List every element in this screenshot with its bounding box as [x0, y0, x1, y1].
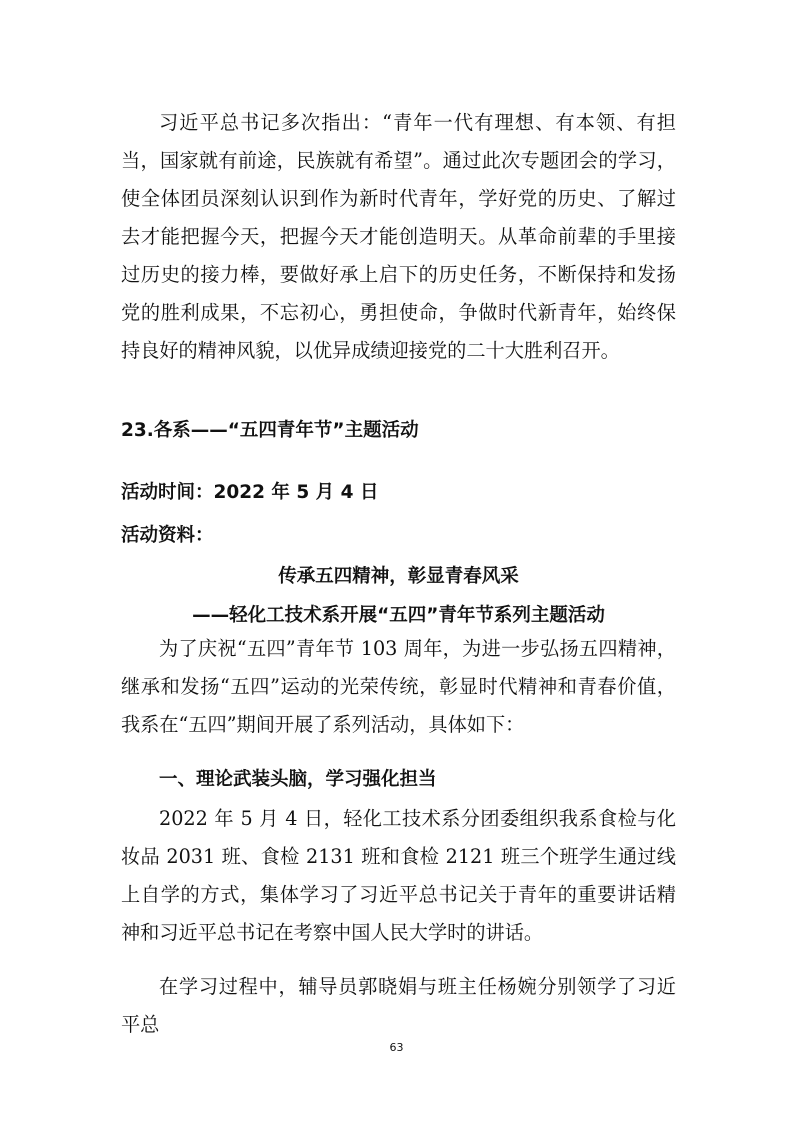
article-title: 传承五四精神，彰显青春风采 — [278, 566, 519, 587]
paragraph-purpose: 为了庆祝“五四”青年节 103 周年，为进一步弘扬五四精神，继承和发扬“五四”运动的光荣传统，彰显时代精神和青春价值，我系在“五四”期间开展了系列活动，具体如下： — [121, 637, 676, 736]
activity-time: 活动时间：2022 年 5 月 4 日 — [121, 482, 379, 503]
section-heading: 23.各系——“五四青年节”主题活动 — [121, 420, 419, 441]
paragraph-intro: 习近平总书记多次指出：“青年一代有理想、有本领、有担当，国家就有前途，民族就有希望”。通过此次专题团会的学习，使全体团员深刻认识到作为新时代青年，学好党的历史、了解过去才能把握今天，把握今天才能创造明天。从革命前辈的手里接过历史的接力棒，要做好承上启下的历史任务，不断保持和发扬党的胜利成果，不忘初心，勇担使命，争做时代新青年，始终保持良好的精神风貌，以优异成绩迎接党的二十大胜利召开。 — [121, 111, 676, 362]
subheading-theory: 一、理论武装头脑，学习强化担当 — [159, 769, 437, 790]
page-number: 63 — [389, 1041, 404, 1054]
article-subtitle: ——轻化工技术系开展“五四”青年节系列主题活动 — [192, 605, 605, 626]
paragraph-study: 2022 年 5 月 4 日，轻化工技术系分团委组织我系食检与化妆品 2031 班、食检 2131 班和食检 2121 班三个班学生通过线上自学的方式，集体学习了习近平总书记关于青年的重要讲话精神和习近平总书记在考察中国人民大学时的讲话。 — [121, 807, 676, 944]
activity-material-label: 活动资料： — [121, 525, 214, 546]
paragraph-process: 在学习过程中，辅导员郭晓娟与班主任杨婉分别领学了习近平总 — [121, 975, 676, 1036]
